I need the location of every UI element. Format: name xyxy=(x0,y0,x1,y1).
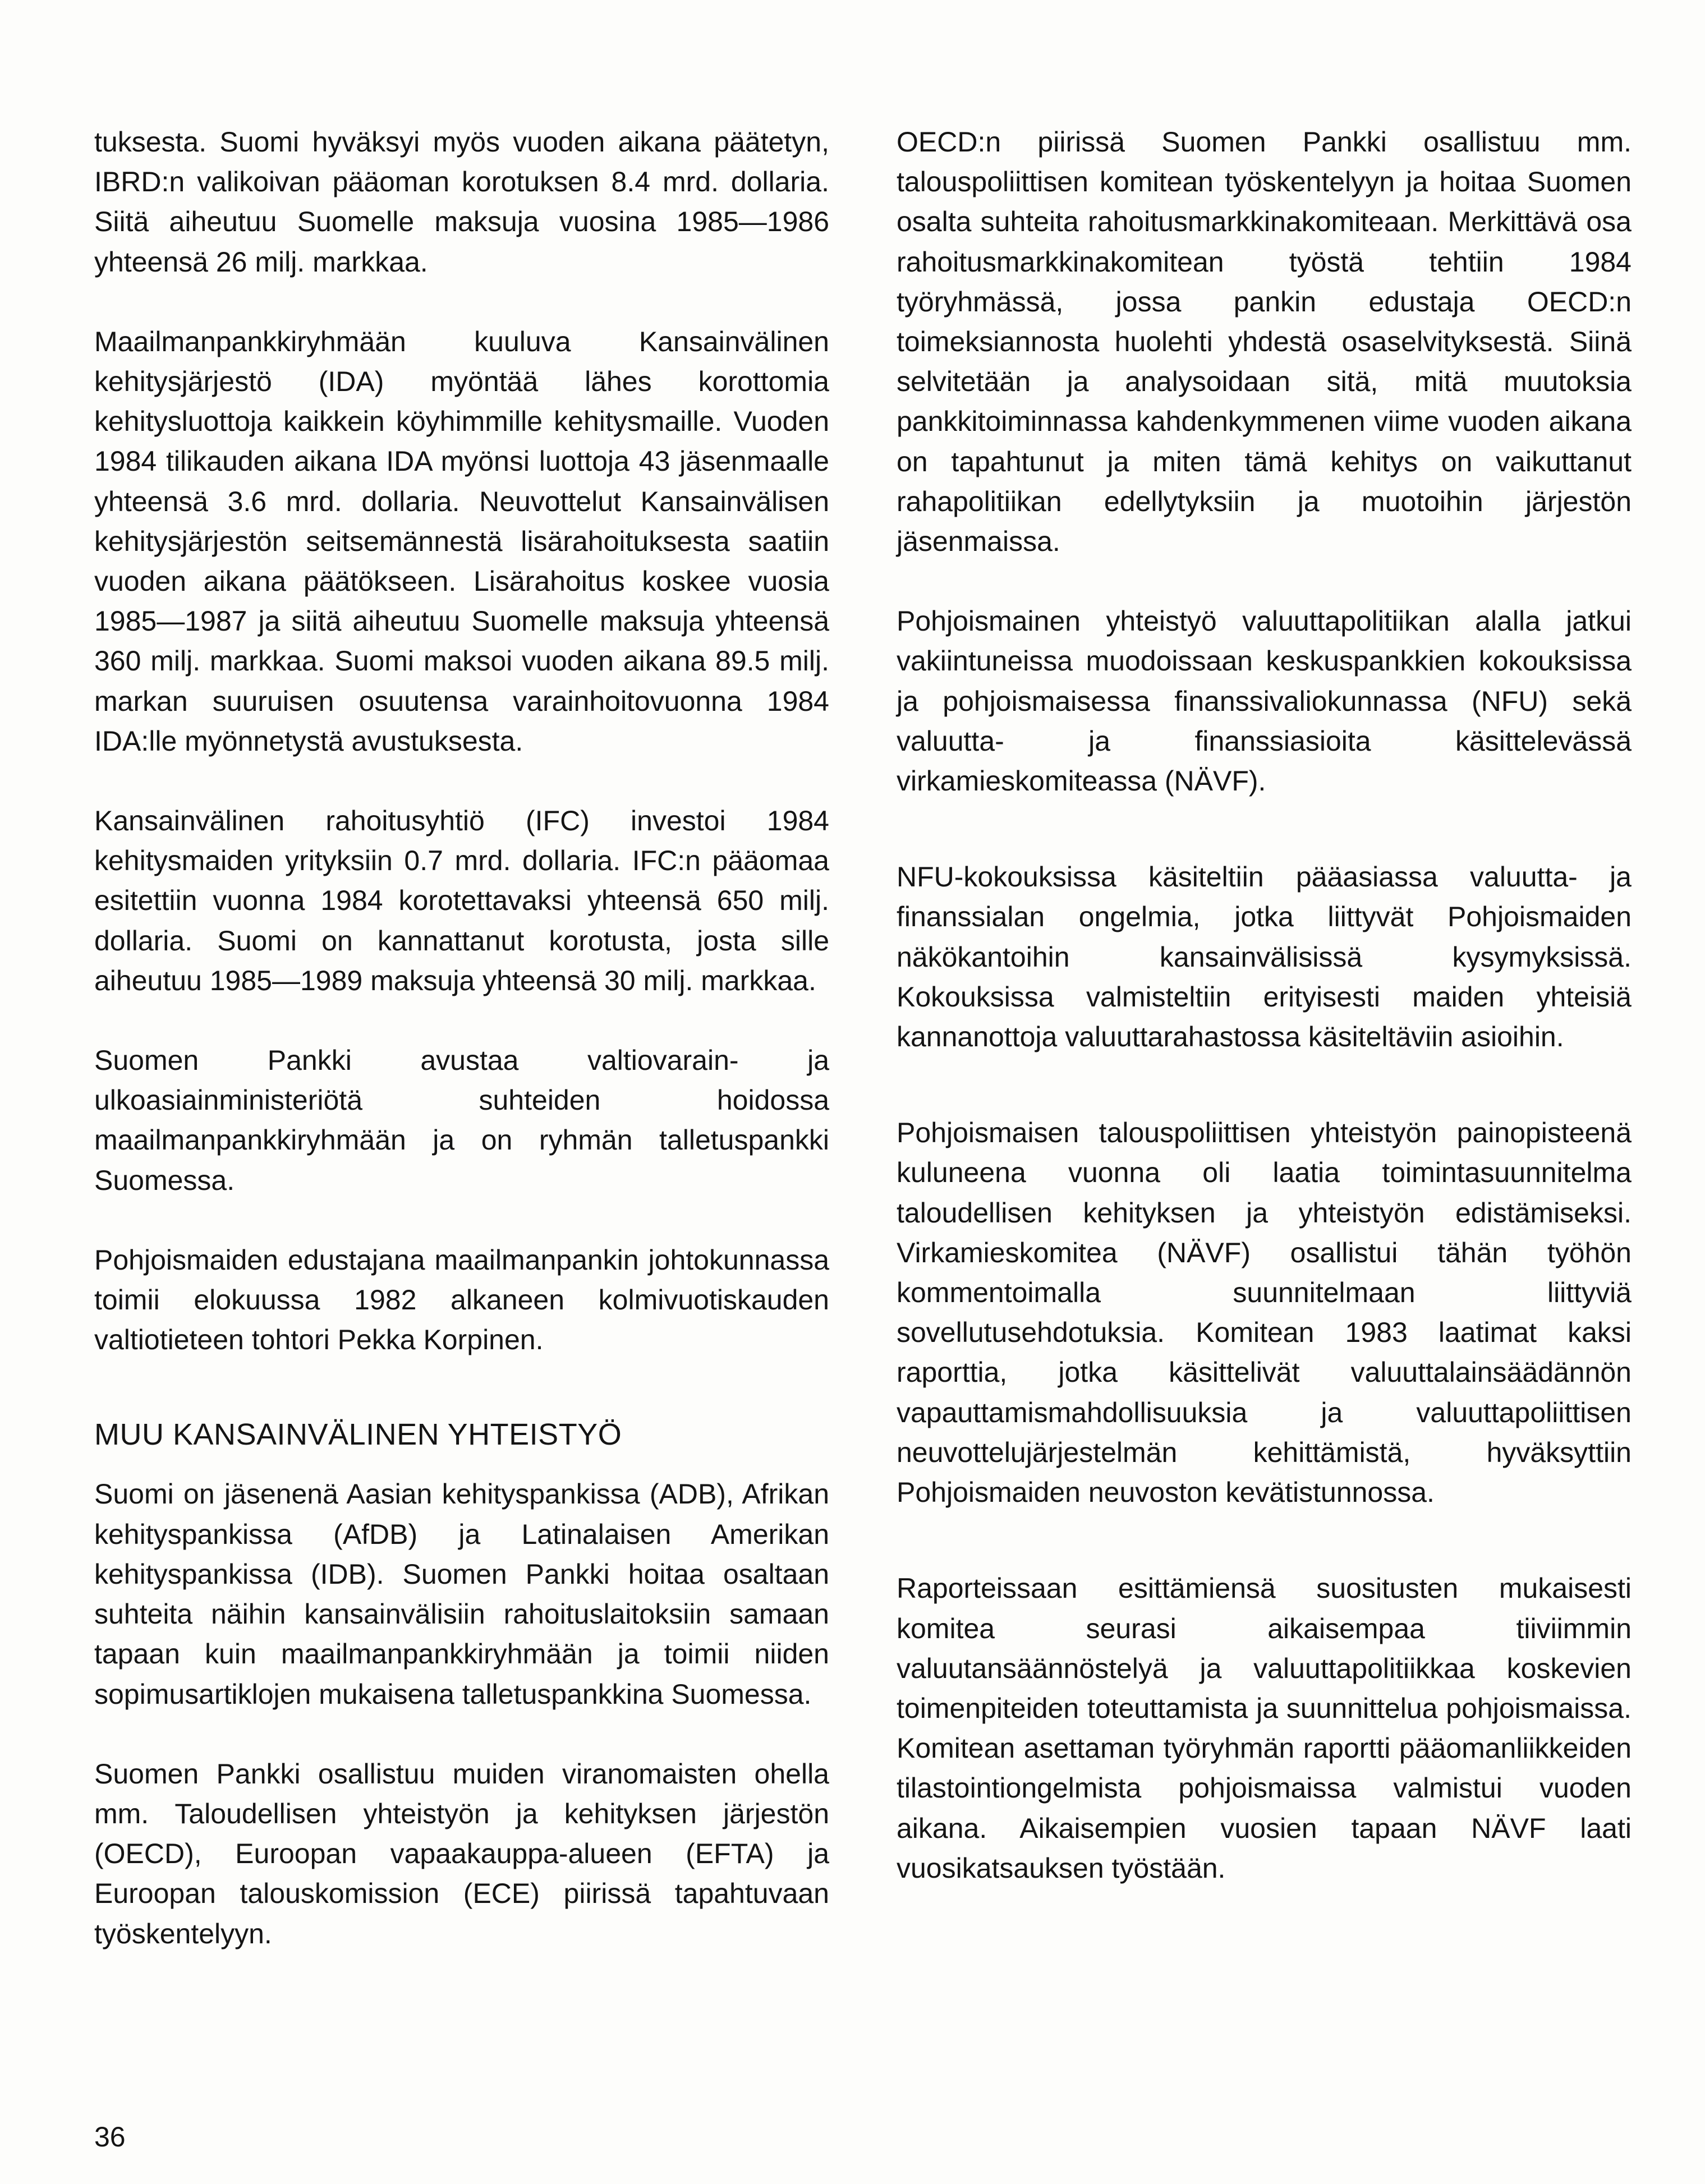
paragraph-oecd-efta-ece: Suomen Pankki osallistuu muiden viranomaisten ohella mm. Taloudellisen yhteistyön ja kehityksen järjestön (OECD), Euroopan vapaakauppa-alueen (EFTA) ja Euroopan talouskomission (ECE) piirissä tapahtuvaan työskentelyyn. xyxy=(94,1758,829,1949)
paragraph-nordic-cooperation: Pohjoismainen yhteistyö valuuttapolitiikan alalla jatkui vakiintuneissa muodoissaan keskuspankkien kokouksissa ja pohjoismaisessa finanssivaliokunnassa (NFU) sekä valuutta- ja finanssiasioita käsittelevässä virkamieskomiteassa (NÄVF). xyxy=(897,605,1632,797)
paragraph-nfu-meetings: NFU-kokouksissa käsiteltiin pääasiassa valuutta- ja finanssialan ongelmia, jotka liittyvät Pohjoismaiden näkökantoihin kansainvälisissä kysymyksissä. Kokouksissa valmisteltiin erityisesti maiden yhteisiä kannanottoja valuuttarahastossa käsiteltäviin asioihin. xyxy=(897,861,1632,1053)
right-column xyxy=(897,122,1632,1888)
paragraph-bank-of-finland-assistance: Suomen Pankki avustaa valtiovarain- ja ulkoasiainministeriötä suhteiden hoidossa maailmanpankkiryhmään ja on ryhmän talletuspankki Suomessa. xyxy=(94,1045,829,1196)
paragraph-navf-reports: Raporteissaan esittämiensä suositusten mukaisesti komitea seurasi aikaisempaa tiiviimmin valuutansäännöstelyä ja valuuttapolitiikkaa koskevien toimenpiteiden toteuttamista ja suunnittelua pohjoismaissa. Komitean asettaman työryhmän raportti pääomanliikkeiden tilastointiongelmista pohjoismaissa valmistui vuoden aikana. Aikaisempien vuosien tapaan NÄVF laati vuosikatsauksen työstään. xyxy=(897,1573,1632,1884)
paragraph-oecd-committees: OECD:n piirissä Suomen Pankki osallistuu mm. talouspoliittisen komitean työskentelyyn ja hoitaa Suomen osalta suhteita rahoitusmarkkinakomiteaan. Merkittävä osa rahoitusmarkkinakomitean työstä tehtiin 1984 työryhmässä, jossa pankin edustaja OECD:n toimeksiannosta huolehti yhdestä osaselvityksestä. Siinä selvitetään ja analysoidaan sitä, mitä muutoksia pankkitoiminnassa kahdenkymmenen viime vuoden aikana on tapahtunut ja miten tämä kehitys on vaikuttanut rahapolitiikan edellytyksiin ja muotoihin järjestön jäsenmaissa. xyxy=(897,126,1632,558)
paragraph-ida: Maailmanpankkiryhmään kuuluva Kansainvälinen kehitysjärjestö (IDA) myöntää lähes korottomia kehitysluottoja kaikkein köyhimmille kehitysmaille. Vuoden 1984 tilikauden aikana IDA myönsi luottoja 43 jäsenmaalle yhteensä 3.6 mrd. dollaria. Neuvottelut Kansainvälisen kehitysjärjestön seitsemännestä lisärahoituksesta saatiin vuoden aikana päätökseen. Lisärahoitus koskee vuosia 1985—1987 ja siitä aiheutuu Suomelle maksuja yhteensä 360 milj. markkaa. Suomi maksoi vuoden aikana 89.5 milj. markan suuruisen osuutensa varainhoitovuonna 1984 IDA:lle myönnetystä avustuksesta. xyxy=(94,325,829,757)
left-column xyxy=(94,122,829,1954)
paragraph-ibrd-capital-increase: tuksesta. Suomi hyväksyi myös vuoden aikana päätetyn, IBRD:n valikoivan pääoman korotuksen 8.4 mrd. dollaria. Siitä aiheutuu Suomelle maksuja vuosina 1985—1986 yhteensä 26 milj. markkaa. xyxy=(94,126,829,278)
paragraph-regional-development-banks: Suomi on jäsenenä Aasian kehityspankissa (ADB), Afrikan kehityspankissa (AfDB) ja Latinalaisen Amerikan kehityspankissa (IDB). Suomen Pankki hoitaa osaltaan suhteita näihin kansainvälisiin rahoituslaitoksiin samaan tapaan kuin maailmanpankkiryhmään ja toimii niiden sopimusartiklojen mukaisena talletuspankkina Suomessa. xyxy=(94,1478,829,1710)
paragraph-nordic-representative: Pohjoismaiden edustajana maailmanpankin johtokunnassa toimii elokuussa 1982 alkaneen kolmivuotiskauden valtiotieteen tohtori Pekka Korpinen. xyxy=(94,1244,829,1356)
section-heading: MUU KANSAINVÄLINEN YHTEISTYÖ xyxy=(94,1418,622,1452)
paragraph-ifc: Kansainvälinen rahoitusyhtiö (IFC) investoi 1984 kehitysmaiden yrityksiin 0.7 mrd. dollaria. IFC:n pääomaa esitettiin vuonna 1984 korotettavaksi yhteensä 650 milj. dollaria. Suomi on kannattanut korotusta, josta sille aiheutuu 1985—1989 maksuja yhteensä 30 milj. markkaa. xyxy=(94,805,829,996)
paragraph-navf-action-plan: Pohjoismaisen talouspoliittisen yhteistyön painopisteenä kuluneena vuonna oli laatia toimintasuunnitelma taloudellisen kehityksen ja yhteistyön edistämiseksi. Virkamieskomitea (NÄVF) osallistui tähän työhön kommentoimalla suunnitelmaan liittyviä sovellutusehdotuksia. Komitean 1983 laatimat kaksi raporttia, jotka käsittelivät valuuttalainsäädännön vapauttamismahdollisuuksia ja valuuttapoliittisen neuvottelujärjestelmän kehittämistä, hyväksyttiin Pohjoismaiden neuvoston kevätistunnossa. xyxy=(897,1117,1632,1509)
page-number: 36 xyxy=(94,2121,126,2153)
